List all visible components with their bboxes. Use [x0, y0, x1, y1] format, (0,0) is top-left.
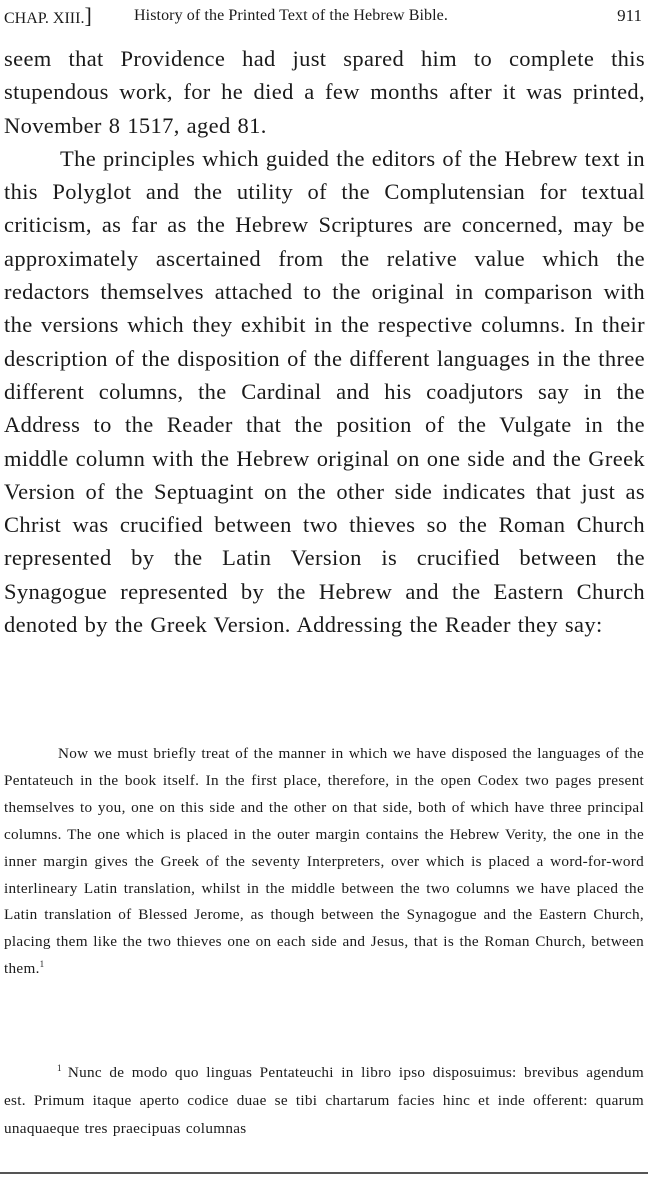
chapter-label [4, 3, 92, 32]
block-quotation [4, 741, 644, 983]
footnote-reference: 1 [39, 959, 45, 970]
main-text [4, 42, 645, 641]
footnote-text: Nunc de modo quo linguas Pentateuchi in libro ipso disposuimus: brevibus agendum est. Primum itaque aperto codice duae se tibi chartarum facies hinc et inde offerent: quarum unaquaeque tres praecipuas columnas [4, 1064, 644, 1137]
chapter-text: CHAP. XIII. [4, 10, 85, 27]
footnote-paragraph [4, 1059, 644, 1143]
footnote-number: 1 [57, 1062, 62, 1073]
page-number: 911 [617, 6, 642, 25]
bottom-rule [0, 1172, 648, 1174]
footnote [4, 1059, 644, 1143]
quotation-text: Now we must briefly treat of the manner in which we have disposed the languages of the Pentateuch in the book itself. In the first place, therefore, in the open Codex two pages present themselves to you, one on this side and the other on that side, both of which have three principal columns. The one which is placed in the outer margin contains the Hebrew Verity, the one in the inner margin gives the Greek of the seventy Interpreters, over which is placed a word-for-word interlineary Latin translation, whilst in the middle between the two columns we have placed the Latin translation of Blessed Jerome, as though between the Synagogue and the Eastern Church, placing them like the two thieves one on each side and Jesus, that is the Roman Church, between them. [4, 745, 644, 978]
quotation-paragraph [4, 741, 644, 983]
running-title: History of the Printed Text of the Hebrew Bible. [134, 7, 448, 24]
running-head [4, 3, 644, 29]
body-paragraph-1: seem that Providence had just spared him to complete this stupendous work, for he died a few months after it was printed, November 8 1517, aged 81. [4, 46, 645, 138]
chapter-bracket: ] [84, 3, 92, 28]
body-paragraph-2: The principles which guided the editors of the Hebrew text in this Polyglot and the utility of the Complutensian for textual criticism, as far as the Hebrew Scriptures are concerned, may be approximately ascertained from the relative value which the redactors themselves attached to the original in comparison with the versions which they exhibit in the respective columns. In their description of the disposition of the different languages in the three different columns, the Cardinal and his coadjutors say in the Address to the Reader that the position of the Vulgate in the middle column with the Hebrew original on one side and the Greek Version of the Septuagint on the other side indicates that just as Christ was crucified between two thieves so the Roman Church represented by the Latin Version is crucified between the Synagogue represented by the Hebrew and the Eastern Church denoted by the Greek Version. Addressing the Reader they say: [4, 145, 645, 638]
